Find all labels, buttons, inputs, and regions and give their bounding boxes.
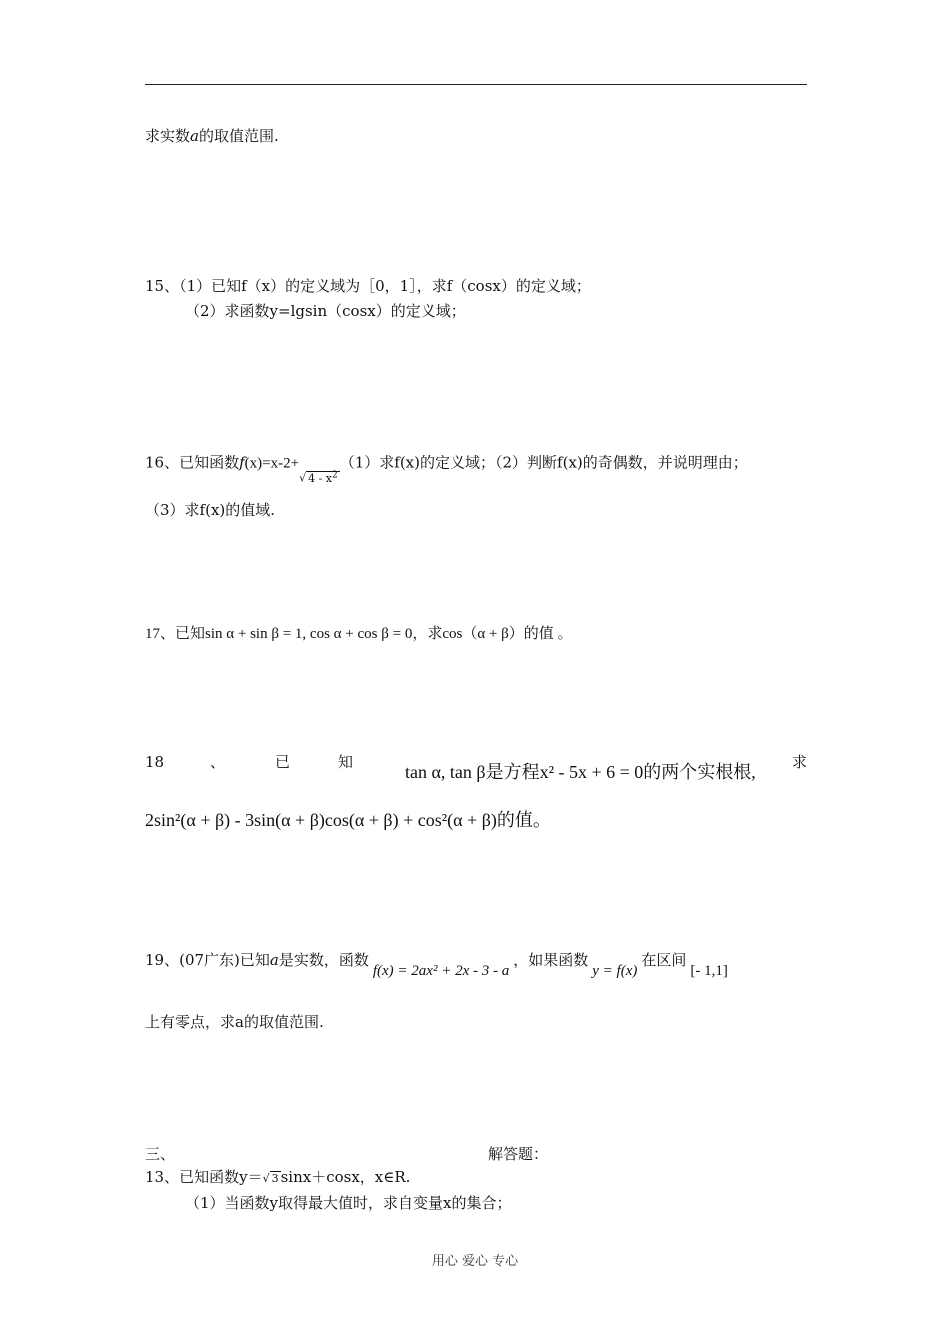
q13-line1: [145, 1167, 410, 1189]
q16-sqrt: √ $4 - x^2$: [299, 470, 338, 485]
q13-sqrt-content: 3: [271, 1172, 279, 1185]
q19-interval: [- 1,1]: [690, 963, 728, 979]
q13-post: sinx＋cosx，x∈R.: [280, 1168, 411, 1186]
q16-fx: f: [239, 453, 245, 472]
q19-func2: y = f(x): [592, 963, 638, 979]
page-footer: 用心 爱心 专心: [431, 1254, 519, 1269]
q17-line: 17、已知sin α + sin β = 1, cos α + cos β = 0，求cos（α + β）的值 。: [145, 626, 573, 642]
q13-line2: （1）当函数y取得最大值时，求自变量x的集合；: [185, 1194, 512, 1212]
fragment-line: [145, 126, 279, 146]
q16-line2: （3）求f(x)的值域.: [145, 501, 276, 519]
q19-func: f(x) = 2ax² + 2x - 3 - a: [372, 963, 510, 979]
q15-line1: 15、（1）已知f（x）的定义域为［0，1］，求f（cosx）的定义域；: [145, 277, 591, 295]
q19-line2: 上有零点，求a的取值范围.: [145, 1013, 324, 1031]
q18-formula1: tan α, tan β是方程x² - 5x + 6 = 0的两个实根根,: [405, 762, 756, 782]
q19-var-a: a: [269, 951, 279, 969]
header-rule: [145, 84, 807, 85]
q19-mid2: ，如果函数: [513, 951, 589, 969]
q19-mid3: 在区间: [641, 951, 687, 969]
q19-prefix: 19、(07广东)已知: [145, 951, 270, 969]
frag-text-a: 求实数: [145, 127, 191, 145]
q13-pre: 13、已知函数y＝: [145, 1168, 263, 1186]
q18-word2: 知: [338, 753, 354, 771]
q18-formula2: 2sin²(α + β) - 3sin(α + β)cos(α + β) + cos²(α + β)的值。: [145, 810, 551, 830]
q18-tail: 求: [792, 753, 808, 771]
section3-label: 三、: [145, 1145, 176, 1163]
q16-line1: [145, 451, 748, 485]
q18-word1: 已: [275, 753, 291, 771]
frag-var-a: a: [190, 127, 199, 145]
q15-line2: （2）求函数y=lgsin（cosx）的定义域；: [185, 302, 466, 320]
q19-line1: [145, 950, 728, 979]
q16-prefix: 16、已知函数: [145, 453, 240, 472]
q18-sep: 、: [210, 753, 226, 771]
section3-title: 解答题：: [488, 1145, 549, 1163]
q16-sqrt-exp: 2: [332, 470, 338, 480]
q16-formula: (x)=x-2+: [244, 455, 300, 472]
q18-num: 18: [145, 753, 165, 771]
q13-sqrt: √ 3: [262, 1172, 279, 1185]
q16-suffix: （1）求f(x)的定义域；（2）判断f(x)的奇偶数，并说明理由；: [339, 453, 748, 472]
q19-mid: 是实数，函数: [278, 951, 369, 969]
q16-sqrt-content: 4 - x: [308, 471, 332, 485]
frag-text-b: 的取值范围.: [198, 127, 279, 145]
